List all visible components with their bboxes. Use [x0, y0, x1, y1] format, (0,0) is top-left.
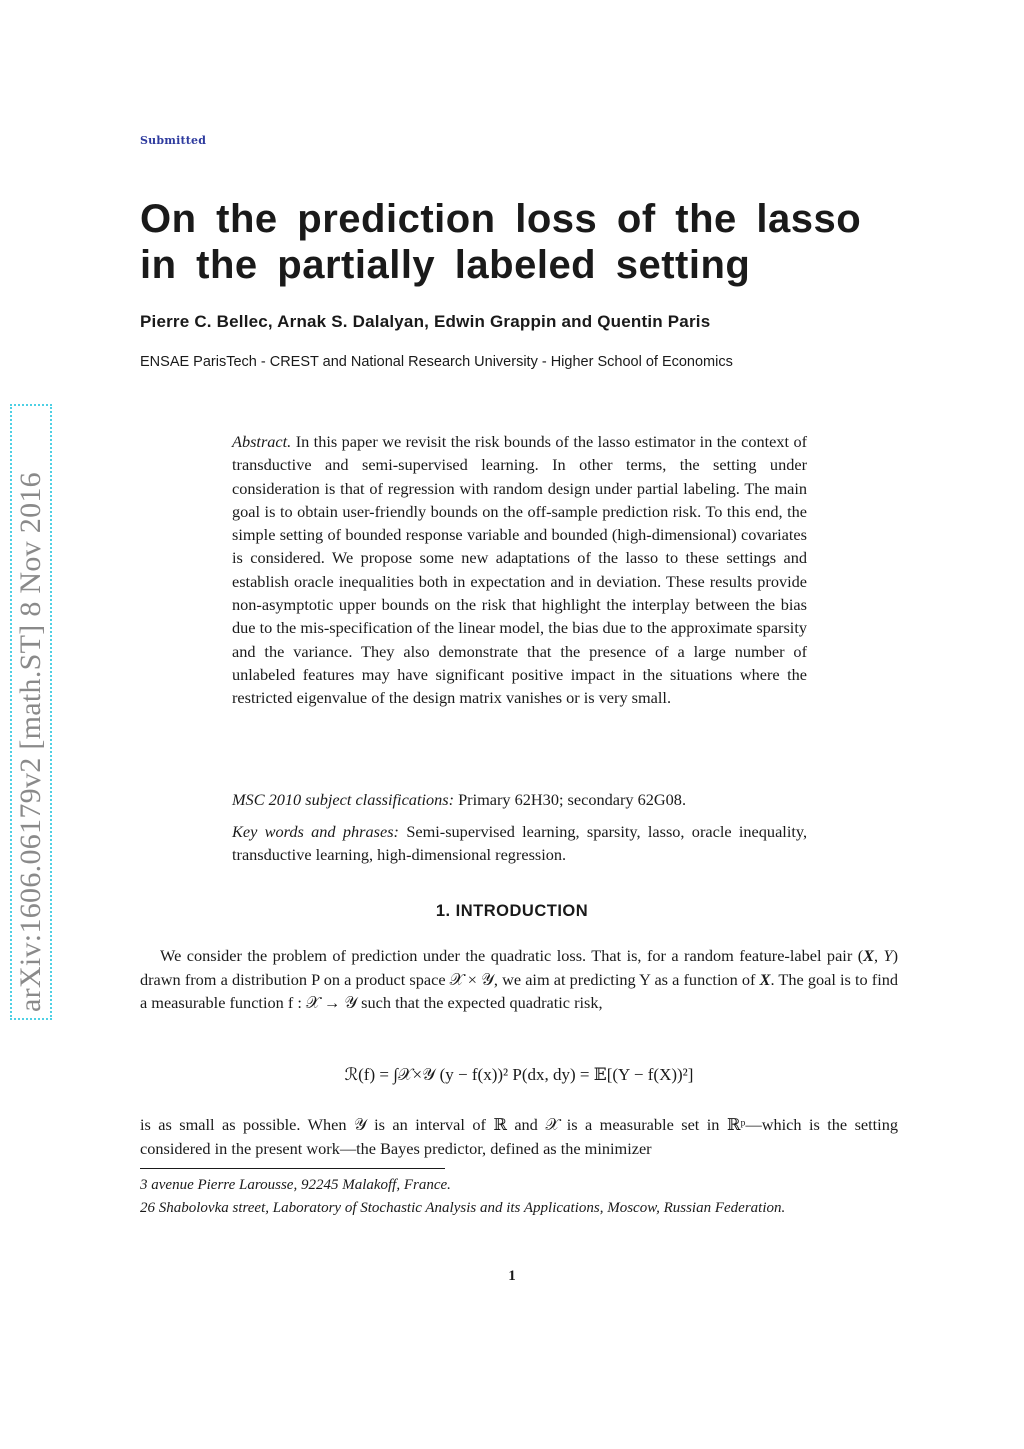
- intro-paragraph: We consider the problem of prediction under the quadratic loss. That is, for a random feature-label pair (X, Y) drawn from a distribution P on a product space 𝒳 × 𝒴, we aim at predicting Y as a function of X. The goal is to find a measurable function f : 𝒳 → 𝒴 such that the expected quadratic risk,: [140, 946, 899, 1012]
- arxiv-identifier[interactable]: arXiv:1606.06179v2 [math.ST] 8 Nov 2016: [10, 404, 52, 1020]
- keywords-label: Key words and phrases:: [232, 822, 399, 841]
- msc-label: MSC 2010 subject classifications:: [232, 790, 455, 809]
- intro-paragraph-2: is as small as possible. When 𝒴 is an interval of ℝ and 𝒳 is a measurable set in ℝᵖ—which is the setting considered in the present work—the Bayes predictor, defined as the minimizer: [140, 1115, 898, 1158]
- footnote-2: 26 Shabolovka street, Laboratory of Stochastic Analysis and its Applications, Moscow, Russian Federation.: [140, 1200, 786, 1216]
- affiliation: ENSAE ParisTech - CREST and National Research University - Higher School of Economics: [140, 354, 733, 370]
- math-y: Y: [883, 946, 893, 965]
- footnote-1: 3 avenue Pierre Larousse, 92245 Malakoff, France.: [140, 1177, 451, 1193]
- intro-text-a: We consider the problem of prediction under the quadratic loss. That is, for a random feature-label pair (: [160, 946, 864, 965]
- risk-equation: ℛ(f) = ∫𝒳×𝒴 (y − f(x))² P(dx, dy) = 𝔼[(Y − f(X))²]: [344, 1065, 694, 1084]
- section-title: 1. INTRODUCTION: [435, 902, 589, 920]
- footnotes: [140, 1174, 900, 1220]
- math-x-y: X: [863, 946, 874, 965]
- msc-text: Primary 62H30; secondary 62G08.: [458, 790, 687, 809]
- keywords: [232, 820, 807, 867]
- status-label: Submitted: [140, 134, 207, 147]
- paper-title: On the prediction loss of the lasso in the partially labeled setting: [140, 197, 862, 287]
- page-number: 1: [508, 1268, 516, 1284]
- math-x: X: [759, 969, 771, 989]
- abstract-text: In this paper we revisit the risk bounds of the lasso estimator in the context of transductive and semi-supervised learning. In other terms, the setting under consideration is that of regression with random design under partial labeling. The main goal is to obtain user-friendly bounds on the off-sample prediction risk. To this end, the simple setting of bounded response variable and bounded (high-dimensional) covariates is considered. We propose some new adaptations of the lasso to these settings and establish oracle inequalities both in expectation and in deviation. These results provide non-asymptotic upper bounds on the risk that highlight the interplay between the bias due to the mis-specification of the linear model, the bias due to the approximate sparsity and the variance. They also demonstrate that the presence of a large number of unlabeled features may have significant positive impact in the situations where the restricted eigenvalue of the design matrix vanishes or is very small.: [232, 432, 808, 708]
- msc-classifications: [232, 788, 807, 811]
- intro-text-b: ) drawn from a distribution P on a product space 𝒳 × 𝒴, we aim at predicting Y as a function of: [140, 946, 899, 989]
- abstract-label: Abstract.: [232, 432, 292, 451]
- keywords-text: Semi-supervised learning, sparsity, lasso, oracle inequality, transductive learning, high-dimensional regression.: [232, 822, 808, 865]
- authors: Pierre C. Bellec, Arnak S. Dalalyan, Edwin Grappin and Quentin Paris: [140, 312, 711, 331]
- footnote-rule: [140, 1168, 445, 1169]
- abstract: [232, 430, 807, 710]
- intro-text-c: . The goal is to find a measurable function f : 𝒳 → 𝒴 such that the expected quadratic risk,: [140, 969, 898, 1012]
